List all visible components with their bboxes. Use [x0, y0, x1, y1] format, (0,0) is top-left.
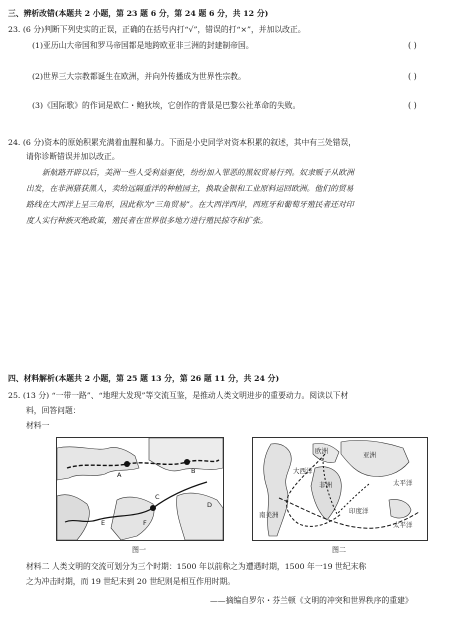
fig2-label-asia: 亚洲 — [363, 451, 376, 459]
fig1-label-e: E — [101, 519, 106, 527]
q24-stem-line1: 24. (6 分)资本的原始积累充满着血腥和暴力。下面是小史同学对资本积累的叙述，其中有三处错误， — [8, 138, 357, 147]
q23-answer-paren-3[interactable]: ( ) — [408, 101, 417, 110]
fig1-label-d: D — [207, 501, 213, 509]
q24-passage-line4: 度人实行种族灭绝政策，殖民者在世界很多地方进行殖民掠夺和扩张。 — [26, 216, 268, 225]
fig2-label-europe: 欧洲 — [315, 447, 328, 455]
figure-2-caption: 图二 — [332, 546, 346, 554]
material2-line1: 材料二 人类文明的交流可划分为三个时期：1500 年以前称之为遭遇时期，1500 年一19 世纪末称 — [26, 562, 367, 571]
silk-road-map-graphic — [57, 438, 223, 540]
section4-heading: 四、材料解析(本题共 2 小题，第 25 题 13 分，第 26 题 11 分，共 24 分) — [8, 374, 280, 383]
q25-stem-line2: 料，回答问题： — [26, 406, 81, 415]
material2-line2: 之为冲击时期，而 19 世纪末到 20 世纪则是相互作用时期。 — [26, 577, 236, 586]
fig2-label-indian: 印度洋 — [349, 507, 369, 515]
fig2-label-africa: 非洲 — [319, 481, 332, 489]
q23-stem: 23. (6 分)判断下列史实的正误，正确的在括号内打“√”，错误的打“×”，并加以改正。 — [8, 25, 306, 34]
material2-source: ——摘编自罗尔・芬兰顿《文明的冲突和世界秩序的重建》 — [210, 596, 413, 605]
q23-item-1: (1)亚历山大帝国和罗马帝国都是地跨欧亚非三洲的封建制帝国。 — [32, 41, 254, 50]
q25-stem-line1: 25. (13 分) “一带一路”、“地理大发现”等交流互鉴，是推动人类文明进步的重要动力。阅读以下材 — [8, 391, 349, 400]
fig1-label-b: B — [191, 467, 196, 475]
fig2-label-americas: 南美洲 — [259, 511, 279, 519]
q23-item-2: (2)世界三大宗教都诞生在欧洲，并向外传播成为世界性宗教。 — [32, 72, 246, 81]
figure-2-discovery-map — [252, 437, 428, 541]
q23-item-3: (3)《国际歌》的作词是欧仁・鲍狄埃，它创作的背景是巴黎公社革命的失败。 — [32, 101, 301, 110]
q24-passage-line3: 路线在大西洋上呈三角形，因此称为“三角贸易”。在大西洋西岸，西班牙和葡萄牙殖民者还对印 — [26, 200, 354, 209]
q24-passage-line1: 新航路开辟以后，美洲一些人受利益驱使，纷纷加入罪恶的黑奴贸易行列。奴隶贩子从欧洲 — [42, 168, 354, 177]
q24-passage-line2: 出发，在非洲猎获黑人，卖给远隔重洋的种植园主，换取金银和工业原料运回欧洲。他们的贸易 — [26, 184, 354, 193]
q23-answer-paren-2[interactable]: ( ) — [408, 72, 417, 81]
figure-1-caption: 图一 — [132, 546, 146, 554]
section3-heading: 三、辨析改错(本题共 2 小题，第 23 题 6 分，第 24 题 6 分，共 12 分) — [8, 9, 269, 18]
fig1-label-a: A — [117, 471, 122, 479]
fig1-label-f: F — [143, 519, 147, 527]
material1-label: 材料一 — [26, 421, 50, 430]
fig2-label-pacific-south: 太平洋 — [393, 521, 413, 529]
fig1-label-c: C — [155, 493, 160, 501]
q23-answer-paren-1[interactable]: ( ) — [408, 41, 417, 50]
figure-1-silk-road-map — [56, 437, 224, 541]
fig2-label-pacific: 太平洋 — [393, 479, 413, 487]
fig2-label-atlantic: 大西洋 — [293, 467, 313, 475]
q24-stem-line2: 请你诊断错误并加以改正。 — [26, 152, 120, 161]
